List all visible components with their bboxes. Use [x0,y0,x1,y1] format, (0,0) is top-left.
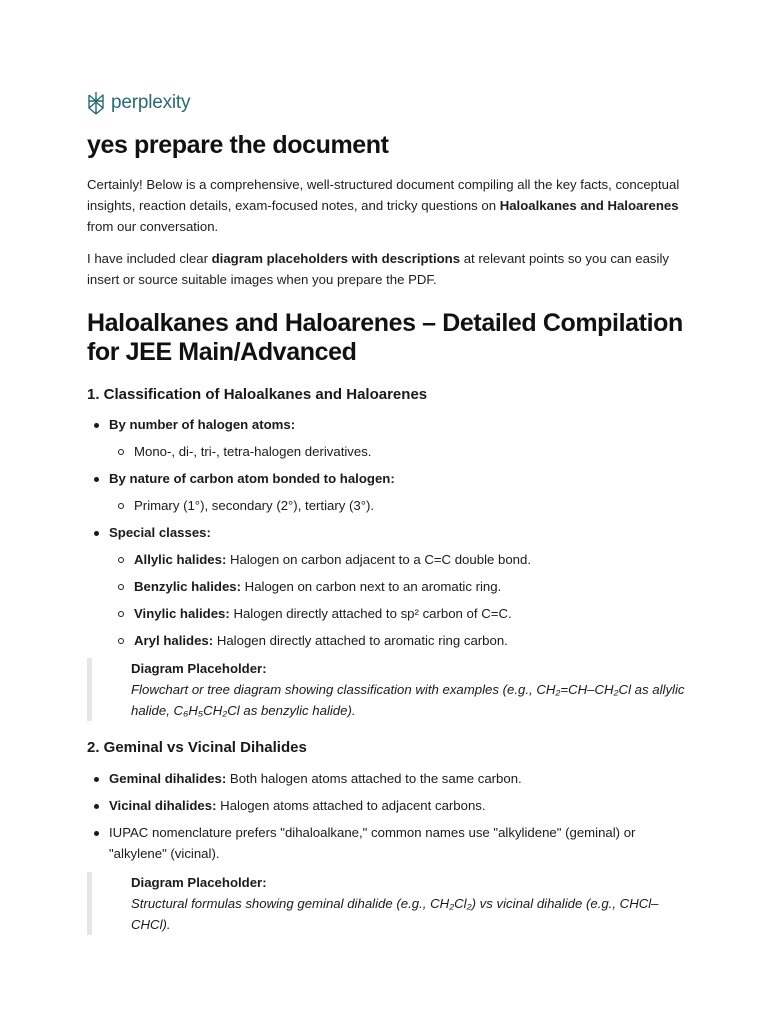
placeholder-label: Diagram Placeholder: [131,875,267,890]
logo-wordmark: perplexity [111,92,191,113]
diagram-placeholder-block [87,658,687,721]
diagram-placeholder-block [87,872,687,935]
sub-list-bold: Benzylic halides: [134,579,242,594]
list-item-bold: Geminal dihalides: [109,771,227,786]
list-item-label: By number of halogen atoms: [109,417,296,432]
sub-list-text: Halogen on carbon adjacent to a C=C double bond. [226,552,531,567]
list-item-text: IUPAC nomenclature prefers "dihaloalkane," common names use "alkylidene" (geminal) or "alkylene" (vicinal). [109,825,636,861]
list-item [87,768,687,789]
sub-list-bold: Vinylic halides: [134,606,230,621]
sub-list-item [109,549,687,570]
sub-list-text: Halogen on carbon next to an aromatic ring. [241,579,502,594]
sub-list-item [109,576,687,597]
intro-bold-text: Haloalkanes and Haloarenes [499,198,679,213]
sub-list-text: Halogen directly attached to aromatic ring carbon. [213,633,508,648]
sub-list-text: Primary (1°), secondary (2°), tertiary (3°). [134,498,375,513]
list-item-text: Halogen atoms attached to adjacent carbons. [216,798,486,813]
list-item-bold: Vicinal dihalides: [109,798,217,813]
sub-list-text: Mono-, di-, tri-, tetra-halogen derivatives. [134,444,372,459]
placeholder-description: Structural formulas showing geminal dihalide (e.g., CH₂Cl₂) vs vicinal dihalide (e.g., CHCl–CHCl). [131,896,659,932]
placeholder-description: Flowchart or tree diagram showing classification with examples (e.g., CH₂=CH–CH₂Cl as allylic halide, C₆H₅CH₂Cl as benzylic halide). [131,682,685,718]
sub-list-item [109,441,687,462]
document-title: Haloalkanes and Haloarenes – Detailed Compilation for JEE Main/Advanced [87,309,683,366]
list-item [87,468,687,516]
list-item [87,795,687,816]
dihalides-list [87,768,687,864]
section-heading: 1. Classification of Haloalkanes and Haloarenes [87,386,428,403]
sub-list-bold: Allylic halides: [134,552,227,567]
perplexity-logo [86,90,190,116]
intro-text: from our conversation. [87,219,219,234]
intro-bold-text: diagram placeholders with descriptions [211,251,461,266]
section-heading: 2. Geminal vs Vicinal Dihalides [87,739,307,756]
intro-text: I have included clear [87,251,212,266]
list-item-label: Special classes: [109,525,211,540]
list-item [87,822,687,864]
intro-paragraph-1 [87,174,687,237]
classification-list [87,414,687,651]
sub-list-bold: Aryl halides: [134,633,214,648]
intro-paragraph-2 [87,248,687,290]
list-item [87,414,687,462]
placeholder-label: Diagram Placeholder: [131,661,267,676]
sub-list-text: Halogen directly attached to sp² carbon of C=C. [229,606,512,621]
main-content [87,128,687,935]
sub-list-item [109,495,687,516]
list-item [87,522,687,651]
intro-text: Certainly! Below is a comprehensive, well-structured document compiling all the key facts, conceptual insights, reaction details, exam-focused notes, and tricky questions on [87,177,680,213]
list-item-text: Both halogen atoms attached to the same carbon. [226,771,522,786]
query-title: yes prepare the document [87,131,389,159]
sub-list-item [109,603,687,624]
list-item-label: By nature of carbon atom bonded to halogen: [109,471,395,486]
intro-text: at relevant points so you can easily insert or source suitable images when you prepare the PDF. [87,251,669,287]
perplexity-logo-icon [86,90,106,116]
sub-list-item [109,630,687,651]
